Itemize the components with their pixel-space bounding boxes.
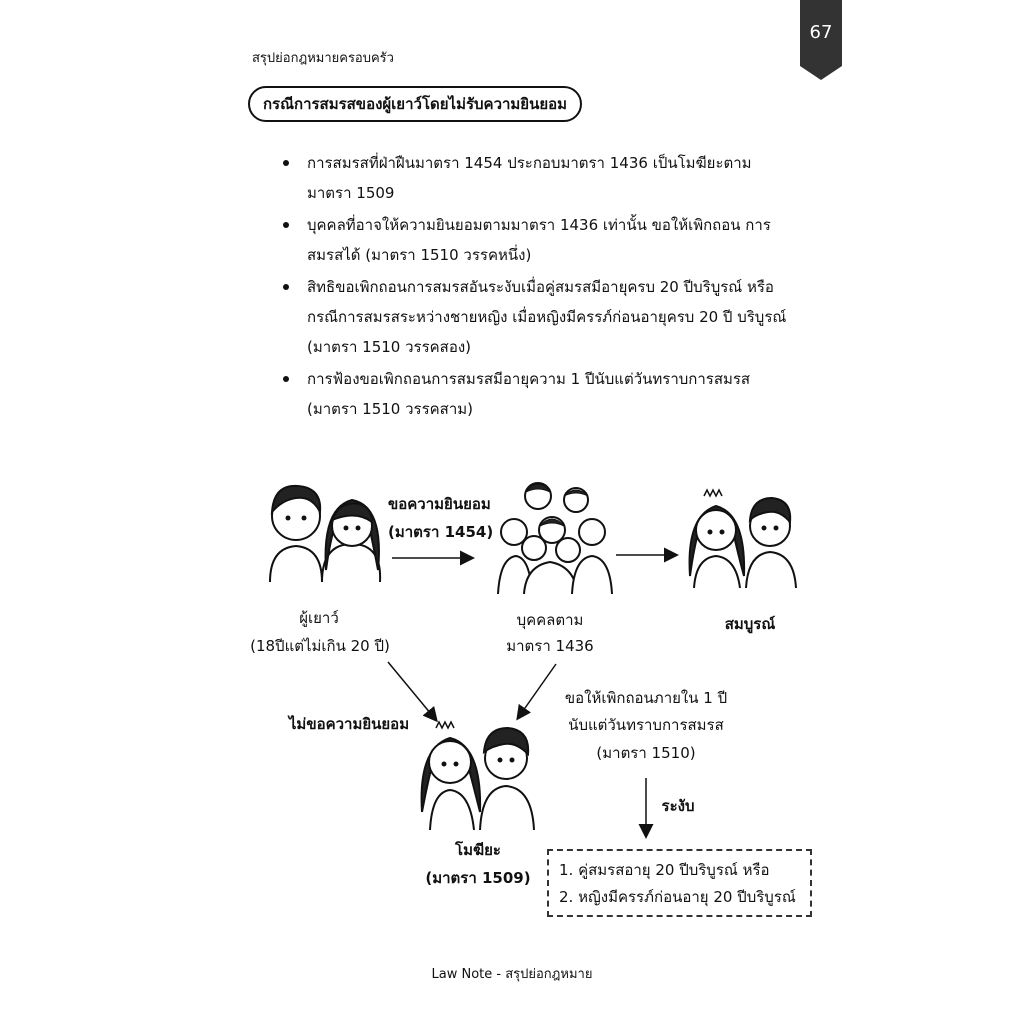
persons-section: มาตรา 1436 xyxy=(506,637,594,655)
terminate-condition-2: 2. หญิงมีครรภ์ก่อนอายุ 20 ปีบริบูรณ์ xyxy=(559,888,796,906)
no-consent-label: ไม่ขอความยินยอม xyxy=(288,715,410,733)
minor-age-label: (18ปีแต่ไม่เกิน 20 ปี) xyxy=(250,637,390,655)
terminate-condition-1: 1. คู่สมรสอายุ 20 ปีบริบูรณ์ หรือ xyxy=(559,861,770,879)
running-header: สรุปย่อกฎหมายครอบครัว xyxy=(252,51,394,66)
ask-consent-label: ขอความยินยอม xyxy=(388,495,491,513)
voidable-label: โมฆียะ xyxy=(455,841,501,859)
bullet-item: การสมรสที่ฝ่าฝืนมาตรา 1454 ประกอบมาตรา 1436 เป็นโมฆียะตาม มาตรา 1509 xyxy=(283,148,793,208)
valid-label: สมบูรณ์ xyxy=(724,615,776,633)
revoke-line-1: ขอให้เพิกถอนภายใน 1 ปี xyxy=(564,689,728,707)
persons-label: บุคคลตาม xyxy=(516,611,584,629)
terminate-conditions-box xyxy=(547,849,812,917)
arrow-persons-to-voidable xyxy=(518,664,556,718)
bullet-item: บุคคลที่อาจให้ความยินยอมตามมาตรา 1436 เท่านั้น ขอให้เพิกถอน การสมรสได้ (มาตรา 1510 วรรคหนึ่ง) xyxy=(283,210,793,270)
ask-consent-section: (มาตรา 1454) xyxy=(388,523,494,541)
revoke-line-2: นับแต่วันทราบการสมรส xyxy=(568,716,724,734)
page-footer: Law Note - สรุปย่อกฎหมาย xyxy=(431,967,593,982)
page-number: 67 xyxy=(809,22,833,43)
revoke-section: (มาตรา 1510) xyxy=(596,744,696,762)
terminate-label: ระงับ xyxy=(661,797,695,815)
minor-label: ผู้เยาว์ xyxy=(299,609,339,627)
bullet-item: การฟ้องขอเพิกถอนการสมรสมีอายุความ 1 ปีนับแต่วันทราบการสมรส (มาตรา 1510 วรรคสาม) xyxy=(283,364,793,424)
minor-couple-illustration xyxy=(260,478,384,582)
voidable-couple-illustration xyxy=(420,716,538,830)
married-couple-illustration xyxy=(686,486,804,588)
bullet-item: สิทธิขอเพิกถอนการสมรสอันระงับเมื่อคู่สมรสมีอายุครบ 20 ปีบริบูรณ์ หรือกรณีการสมรสระหว่างชายหญิง เมื่อหญิงมีครรภ์ก่อนอายุครบ 20 ปี บริบูรณ์ (มาตรา 1510 วรรคสอง) xyxy=(283,272,793,362)
family-group-illustration xyxy=(494,476,614,594)
section-title: กรณีการสมรสของผู้เยาว์โดยไม่รับความยินยอม xyxy=(248,86,582,122)
voidable-section: (มาตรา 1509) xyxy=(425,869,531,887)
